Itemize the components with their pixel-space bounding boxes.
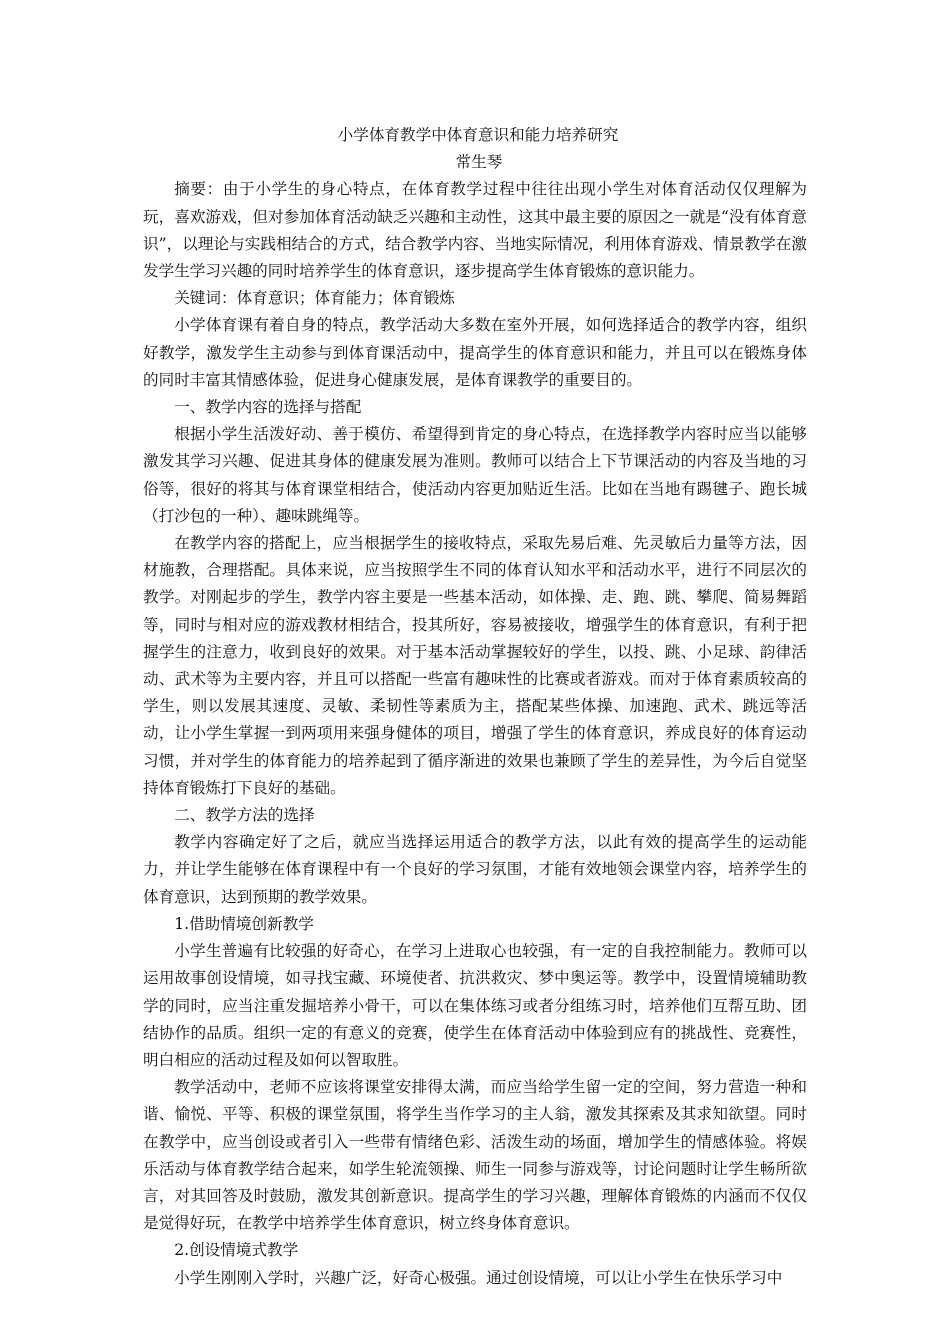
- intro-paragraph: 小学体育课有着自身的特点，教学活动大多数在室外开展，如何选择适合的教学内容，组织好教学，激发学生主动参与到体育课活动中，提高学生的体育意识和能力，并且可以在锻炼身体的同时丰富其情感体验，促进身心健康发展，是体育课教学的重要目的。: [143, 316, 807, 389]
- document-author: 常生琴: [455, 153, 503, 172]
- subsection-1-paragraph-2: 教学活动中，老师不应该将课堂安排得太满，而应当给学生留一定的空间，努力营造一种和谐、愉悦、平等、积极的课堂氛围，将学生当作学习的主人翁，激发其探索及其求知欲望。同时在教学中，应当创设或者引入一些带有情绪色彩、活泼生动的场面，增加学生的情感体验。将娱乐活动与体育教学结合起来，如学生轮流领操、师生一同参与游戏等，讨论问题时让学生畅所欲言，对其回答及时鼓励，激发其创新意识。提高学生的学习兴趣，理解体育锻炼的内涵而不仅仅是觉得好玩，在教学中培养学生体育意识，树立终身体育意识。: [143, 1078, 807, 1233]
- document-page: [143, 122, 807, 1292]
- section-2-paragraph-1: 教学内容确定好了之后，就应当选择运用适合的教学方法，以此有效的提高学生的运动能力，并让学生能够在体育课程中有一个良好的学习氛围，才能有效地领会课堂内容，培养学生的体育意识，达到预期的教学效果。: [143, 833, 807, 906]
- keywords-line: 关键词：体育意识；体育能力；体育锻炼: [174, 289, 455, 308]
- document-title: 小学体育教学中体育意识和能力培养研究: [337, 126, 619, 144]
- subsection-1-heading: 1.借助情境创新教学: [174, 914, 314, 933]
- section-1-heading: 一、教学内容的选择与搭配: [174, 398, 362, 417]
- section-1-paragraph-1: 根据小学生活泼好动、善于模仿、希望得到肯定的身心特点，在选择教学内容时应当以能够激发其学习兴趣、促进其身体的健康发展为准则。教师可以结合上下节课活动的内容及当地的习俗等，很好的将其与体育课堂相结合，使活动内容更加贴近生活。比如在当地有踢毽子、跑长城（打沙包的一种）、趣味跳绳等。: [143, 425, 807, 525]
- section-2-heading: 二、教学方法的选择: [174, 806, 315, 825]
- subsection-2-heading: 2.创设情境式教学: [174, 1241, 299, 1260]
- subsection-1-paragraph-1: 小学生普遍有比较强的好奇心，在学习上进取心也较强，有一定的自我控制能力。教师可以运用故事创设情境，如寻找宝藏、环境使者、抗洪救灾、梦中奥运等。教学中，设置情境辅助教学的同时，应当注重发掘培养小骨干，可以在集体练习或者分组练习时，培养他们互帮互助、团结协作的品质。组织一定的有意义的竞赛，使学生在体育活动中体验到应有的挑战性、竞赛性，明白相应的活动过程及如何以智取胜。: [143, 942, 807, 1069]
- section-1-paragraph-2: 在教学内容的搭配上，应当根据学生的接收特点，采取先易后难、先灵敏后力量等方法，因材施教，合理搭配。具体来说，应当按照学生不同的体育认知水平和活动水平，进行不同层次的教学。对刚起步的学生，教学内容主要是一些基本活动，如体操、走、跑、跳、攀爬、简易舞蹈等，同时与相对应的游戏教材相结合，投其所好，容易被接收，增强学生的体育意识，有利于把握学生的注意力，收到良好的效果。对于基本活动掌握较好的学生，以投、跳、小足球、韵律活动、武术等为主要内容，并且可以搭配一些富有趣味性的比赛或者游戏。而对于体育素质较高的学生，则以发展其速度、灵敏、柔韧性等素质为主，搭配某些体操、加速跑、武术、跳远等活动，让小学生掌握一到两项用来强身健体的项目，增强了学生的体育意识，养成良好的体育运动习惯，并对学生的体育能力的培养起到了循序渐进的效果也兼顾了学生的差异性，为今后自觉坚持体育锻炼打下良好的基础。: [143, 534, 807, 797]
- abstract-paragraph: 摘要：由于小学生的身心特点，在体育教学过程中往往出现小学生对体育活动仅仅理解为玩，喜欢游戏，但对参加体育活动缺乏兴趣和主动性，这其中最主要的原因之一就是“没有体育意识”，以理论与实践相结合的方式，结合教学内容、当地实际情况，利用体育游戏、情景教学在激发学生学习兴趣的同时培养学生的体育意识，逐步提高学生体育锻炼的意识能力。: [143, 180, 807, 281]
- subsection-2-paragraph-1: 小学生刚刚入学时，兴趣广泛，好奇心极强。通过创设情境，可以让小学生在快乐学习中: [174, 1268, 783, 1287]
